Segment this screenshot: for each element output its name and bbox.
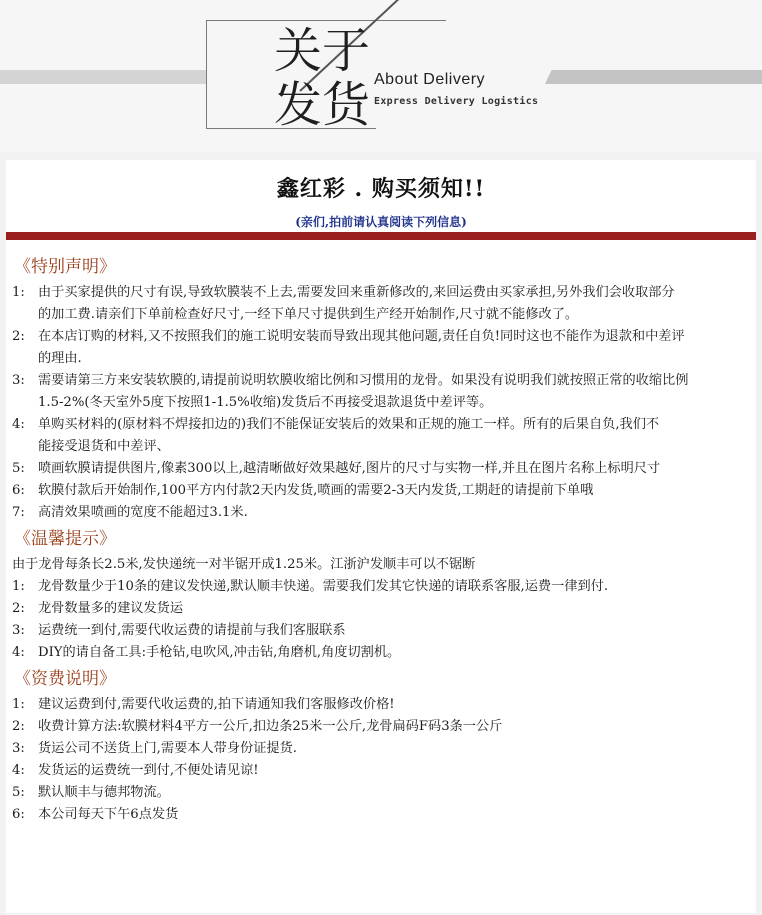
fees-item-number: 4: — [12, 763, 25, 778]
delivery-banner — [0, 0, 762, 152]
special-item-line: 的理由. — [38, 351, 82, 366]
tips-item-line: 龙骨数量多的建议发货运 — [38, 601, 184, 616]
special-item-line: 由于买家提供的尺寸有误,导致软膜装不上去,需要发回来重新修改的,来回运费由买家承担,另外我们会收取部分 — [38, 285, 675, 300]
tips-heading: 《温馨提示》 — [14, 529, 116, 549]
banner-about-text: About Delivery — [374, 71, 486, 88]
fees-item — [12, 782, 752, 804]
banner-band-right — [545, 70, 762, 84]
special-item-line: 高清效果喷画的宽度不能超过3.1米. — [38, 505, 248, 520]
special-item-line: 在本店订购的材料,又不按照我们的施工说明安装而导致出现其他问题,责任自负!同时这也不能作为退款和中差评 — [38, 329, 685, 344]
special-item-line: 喷画软膜请提供图片,像素300以上,越清晰做好效果越好,图片的尺寸与实物一样,并且在图片名称上标明尺寸 — [38, 461, 661, 476]
fees-item-line: 建议运费到付,需要代收运费的,拍下请通知我们客服修改价格! — [38, 697, 395, 712]
special-item-line: 1.5-2%(冬天室外5度下按照1-1.5%收缩)发货后不再接受退款退货中差评等。 — [38, 395, 493, 410]
tips-item-line: DIY的请自备工具:手枪钻,电吹风,冲击钻,角磨机,角度切割机。 — [38, 645, 401, 660]
fees-item-line: 发货运的运费统一到付,不便处请见谅! — [38, 763, 259, 778]
special-item-line: 的加工费.请亲们下单前检查好尺寸,一经下单尺寸提供到生产经开始制作,尺寸就不能修改了。 — [38, 307, 579, 322]
banner-title — [274, 24, 370, 132]
tips-item-line: 龙骨数量少于10条的建议发快递,默认顺丰快递。需要我们发其它快递的请联系客服,运费一律到付. — [38, 579, 609, 594]
banner-frame-line — [206, 20, 207, 128]
banner-title-line1: 关于 — [274, 23, 371, 79]
notice-subtitle: (亲们,拍前请认真阅读下列信息) — [295, 215, 467, 229]
special-item-line: 需要请第三方来安装软膜的,请提前说明软膜收缩比例和习惯用的龙骨。如果没有说明我们就按照正常的收缩比例 — [38, 373, 689, 388]
fees-item-line: 货运公司不送货上门,需要本人带身份证提货. — [38, 741, 297, 756]
fees-item-text — [38, 738, 752, 760]
special-list — [12, 282, 752, 524]
fees-item-number: 6: — [12, 807, 25, 822]
tips-item-text — [38, 642, 752, 664]
special-item-number: 2: — [12, 329, 25, 344]
special-item-line: 单购买材料的(原材料不焊接扣边的)我们不能保证安装后的效果和正规的施工一样。所有的后果自负,我们不 — [38, 417, 660, 432]
banner-frame-top — [206, 20, 446, 21]
fees-item-number: 5: — [12, 785, 25, 800]
fees-item-text — [38, 804, 752, 826]
special-item-number: 4: — [12, 417, 25, 432]
fees-item-text — [38, 716, 752, 738]
notice-title: 鑫红彩 . 购买须知!! — [276, 176, 486, 202]
special-heading: 《特别声明》 — [14, 257, 116, 277]
special-item-text — [38, 282, 752, 326]
special-item — [12, 370, 752, 414]
special-item — [12, 414, 752, 458]
fees-item-line: 本公司每天下午6点发货 — [38, 807, 179, 822]
fees-item — [12, 716, 752, 738]
special-item — [12, 282, 752, 326]
tips-item-number: 4: — [12, 645, 25, 660]
special-item-text — [38, 502, 752, 524]
fees-item-number: 1: — [12, 697, 25, 712]
tips-item-line: 运费统一到付,需要代收运费的请提前与我们客服联系 — [38, 623, 346, 638]
tips-item-text — [38, 620, 752, 642]
banner-title-line2: 发货 — [274, 77, 371, 133]
special-item-number: 3: — [12, 373, 25, 388]
banner-band-left — [0, 70, 206, 84]
special-item-text — [38, 458, 752, 480]
fees-item-text — [38, 760, 752, 782]
special-item-text — [38, 480, 752, 502]
special-item-number: 6: — [12, 483, 25, 498]
special-item — [12, 326, 752, 370]
fees-heading: 《资费说明》 — [14, 669, 116, 689]
special-item-number: 5: — [12, 461, 25, 476]
special-item-number: 1: — [12, 285, 25, 300]
fees-list — [12, 694, 752, 826]
fees-item — [12, 738, 752, 760]
tips-item-text — [38, 576, 752, 598]
special-item-line: 能接受退货和中差评、 — [38, 439, 170, 454]
special-item — [12, 502, 752, 524]
tips-intro: 由于龙骨每条长2.5米,发快递统一对半锯开成1.25米。江浙沪发顺丰可以不锯断 — [12, 557, 476, 572]
special-item-line: 软膜付款后开始制作,100平方内付款2天内发货,喷画的需要2-3天内发货,工期赶的请提前下单哦 — [38, 483, 594, 498]
special-item-text — [38, 326, 752, 370]
red-divider — [6, 232, 756, 240]
tips-item — [12, 620, 752, 642]
special-item — [12, 458, 752, 480]
fees-item-line: 默认顺丰与德邦物流。 — [38, 785, 170, 800]
tips-item — [12, 642, 752, 664]
fees-item-text — [38, 782, 752, 804]
special-item-text — [38, 414, 752, 458]
tips-item-number: 3: — [12, 623, 25, 638]
tips-item — [12, 598, 752, 620]
notice-content — [12, 252, 752, 826]
fees-item-number: 2: — [12, 719, 25, 734]
tips-item-number: 1: — [12, 579, 25, 594]
tips-list — [12, 576, 752, 664]
special-item-number: 7: — [12, 505, 25, 520]
tips-item-text — [38, 598, 752, 620]
fees-item-number: 3: — [12, 741, 25, 756]
fees-item-text — [38, 694, 752, 716]
fees-item-line: 收费计算方法:软膜材料4平方一公斤,扣边条25米一公斤,龙骨扁码F码3条一公斤 — [38, 719, 503, 734]
tips-item — [12, 576, 752, 598]
special-item-text — [38, 370, 752, 414]
fees-item — [12, 760, 752, 782]
fees-item — [12, 694, 752, 716]
banner-about-subtext: Express Delivery Logistics — [374, 96, 539, 107]
fees-item — [12, 804, 752, 826]
tips-item-number: 2: — [12, 601, 25, 616]
special-item — [12, 480, 752, 502]
